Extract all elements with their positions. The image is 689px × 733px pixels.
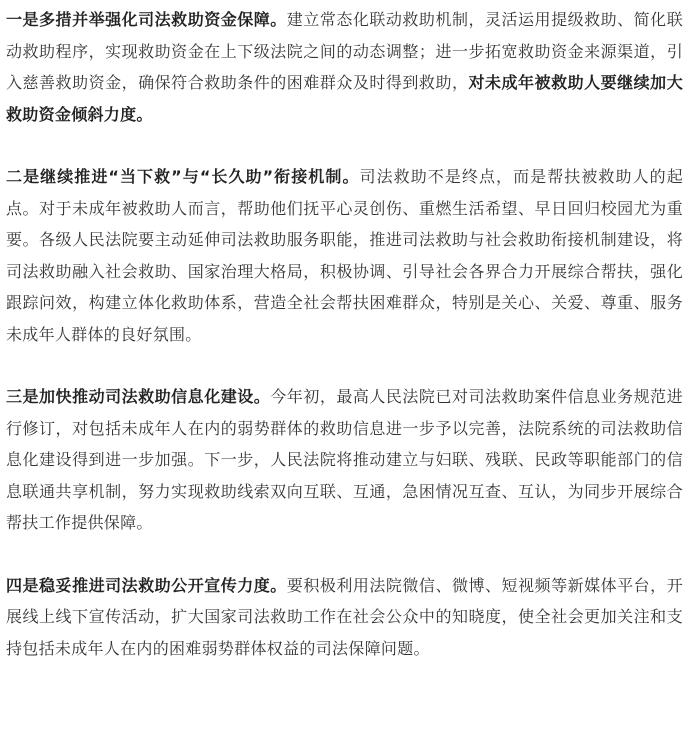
paragraph-emphasis: 对未成年被救助人要继续加大救助资金倾斜力度。 <box>6 73 683 124</box>
paragraph-heading: 四是稳妥推进司法救助公开宣传力度。 <box>6 575 287 595</box>
paragraph-text: 今年初，最高人民法院已对司法救助案件信息业务规范进行修订，对包括未成年人在内的弱势群体的救助信息进一步予以完善，法院系统的司法救助信息化建设得到进一步加强。下一步，人民法院将推动建立与妇联、残联、民政等职能部门的信息联通共享机制，努力实现救助线索双向互联、互通，急困情况互查、互认，为同步开展综合帮扶工作提供保障。 <box>6 387 683 532</box>
paragraph-text: 司法救助不是终点，而是帮扶被救助人的起点。对于未成年被救助人而言，帮助他们抚平心灵创伤、重燃生活希望、早日回归校园尤为重要。各级人民法院要主动延伸司法救助服务职能，推进司法救助与社会救助衔接机制建设，将司法救助融入社会救助、国家治理大格局，积极协调、引导社会各界合力开展综合帮扶，强化跟踪问效，构建立体化救助体系，营造全社会帮扶困难群众，特别是关心、关爱、尊重、服务未成年人群体的良好氛围。 <box>6 167 683 344</box>
paragraph-relief-mechanism <box>6 161 683 350</box>
paragraph-text: 要积极利用法院微信、微博、短视频等新媒体平台，开展线上线下宣传活动，扩大国家司法救助工作在社会公众中的知晓度，使全社会更加关注和支持包括未成年人在内的困难弱势群体权益的司法保障问题。 <box>6 575 683 658</box>
paragraph-heading: 一是多措并举强化司法救助资金保障。 <box>6 10 287 29</box>
paragraph-publicity <box>6 570 683 665</box>
paragraph-text: 建立常态化联动救助机制，灵活运用提级救助、简化联动救助程序，实现救助资金在上下级法院之间的动态调整；进一步拓宽救助资金来源渠道，引入慈善救助资金，确保符合救助条件的困难群众及时得到救助， <box>6 10 683 92</box>
paragraph-heading: 二是继续推进“当下救”与“长久助”衔接机制。 <box>6 167 360 186</box>
paragraph-informatization <box>6 381 683 539</box>
paragraph-funding-guarantee <box>6 4 683 130</box>
paragraph-heading: 三是加快推动司法救助信息化建设。 <box>6 387 271 406</box>
